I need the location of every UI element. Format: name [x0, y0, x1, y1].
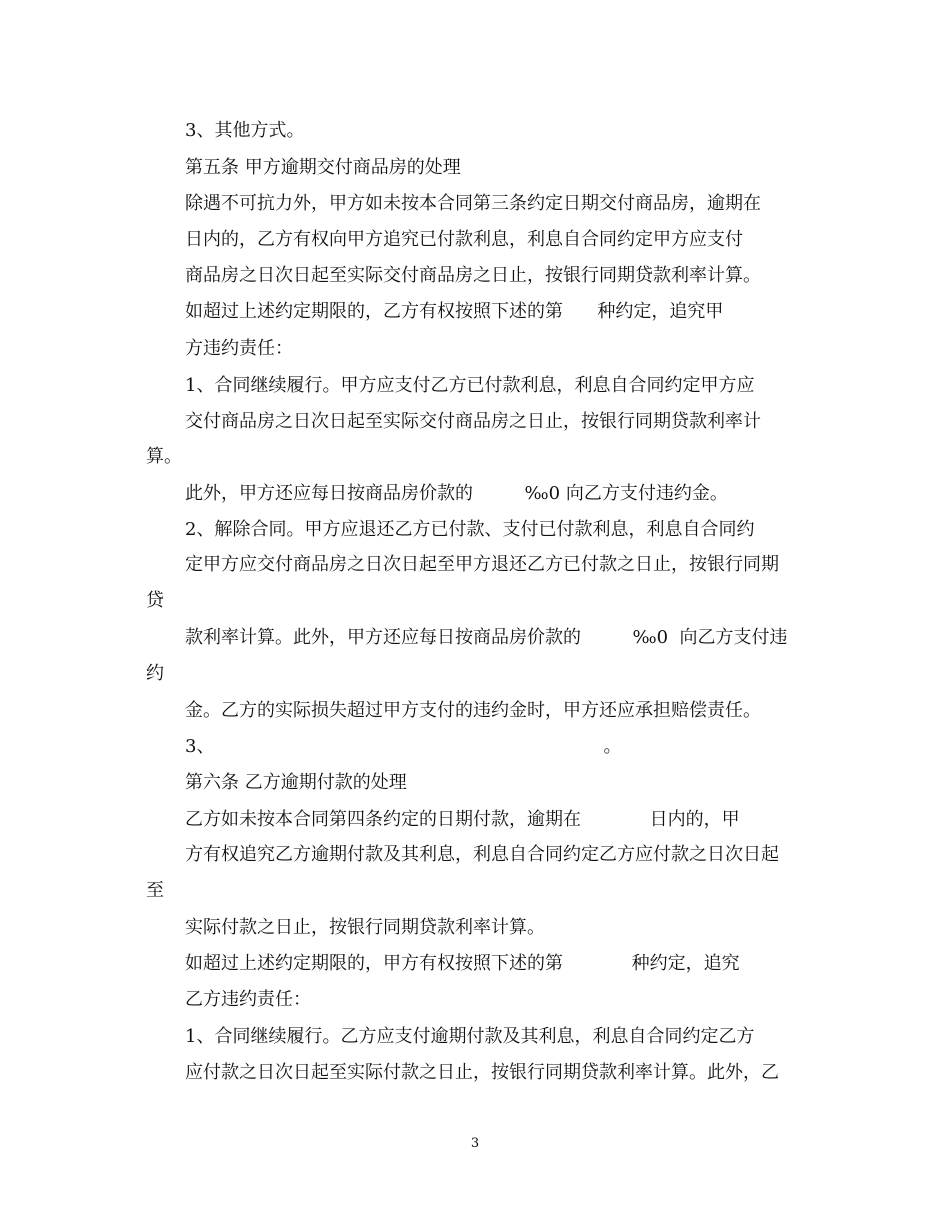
text-line: 除遇不可抗力外，甲方如未按本合同第三条约定日期交付商品房，逾期在: [185, 193, 761, 214]
section-heading: 第六条 乙方逾期付款的处理: [185, 772, 407, 793]
text-line: 交付商品房之日次日起至实际交付商品房之日止，按银行同期贷款利率计: [185, 411, 761, 432]
text-line: 至: [146, 880, 164, 901]
text-line: 1、合同继续履行。甲方应支付乙方已付款利息，利息自合同约定甲方应: [185, 375, 755, 396]
text-line: 1、合同继续履行。乙方应支付逾期付款及其利息，利息自合同约定乙方: [185, 1026, 755, 1047]
text-line: 款利率计算。此外，甲方还应每日按商品房价款的 ‰0 向乙方支付违: [185, 627, 788, 648]
text-line: 贷: [146, 590, 164, 611]
text-line: 算。: [146, 446, 182, 467]
text-line: 乙方违约责任：: [185, 989, 311, 1010]
text-line: 日内的，乙方有权向甲方追究已付款利息，利息自合同约定甲方应支付: [185, 229, 743, 250]
text-line: 此外，甲方还应每日按商品房价款的 ‰0 向乙方支付违约金。: [185, 483, 728, 504]
text-line: 商品房之日次日起至实际交付商品房之日止，按银行同期贷款利率计算。: [185, 265, 761, 286]
text-line: 如超过上述约定期限的，乙方有权按照下述的第 种约定，追究甲: [185, 301, 724, 322]
text-line: 2、解除合同。甲方应退还乙方已付款、支付已付款利息，利息自合同约: [185, 519, 755, 540]
text-line: 3、 。: [185, 736, 622, 757]
page-number: 3: [470, 1136, 480, 1151]
section-heading: 第五条 甲方逾期交付商品房的处理: [185, 157, 461, 178]
text-line: 金。乙方的实际损失超过甲方支付的违约金时，甲方还应承担赔偿责任。: [185, 700, 761, 721]
text-line: 方违约责任：: [185, 338, 293, 359]
text-line: 定甲方应交付商品房之日次日起至甲方退还乙方已付款之日止，按银行同期: [185, 554, 779, 575]
text-line: 乙方如未按本合同第四条约定的日期付款，逾期在 日内的，甲: [185, 809, 740, 830]
text-line: 3、其他方式。: [185, 120, 305, 141]
text-line: 应付款之日次日起至实际付款之日止，按银行同期贷款利率计算。此外，乙: [185, 1062, 779, 1083]
text-line: 如超过上述约定期限的，甲方有权按照下述的第 种约定，追究: [185, 953, 740, 974]
text-line: 约: [146, 663, 164, 684]
text-line: 实际付款之日止，按银行同期贷款利率计算。: [185, 917, 545, 938]
text-line: 方有权追究乙方逾期付款及其利息，利息自合同约定乙方应付款之日次日起: [185, 844, 779, 865]
